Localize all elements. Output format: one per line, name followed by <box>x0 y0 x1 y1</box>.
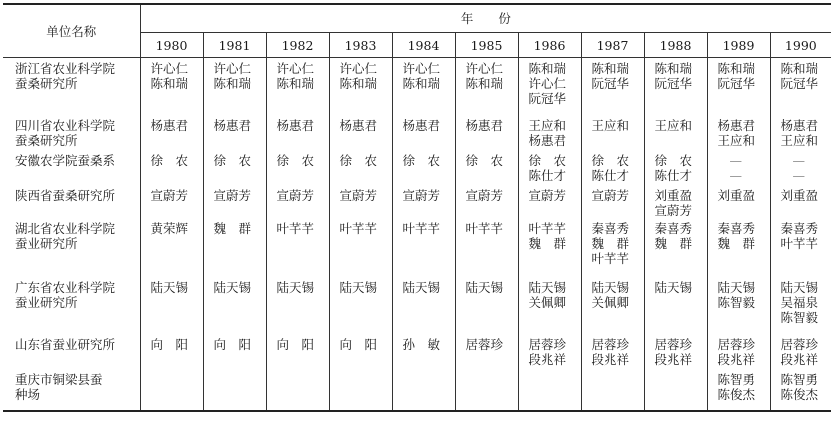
director-name: 陈俊杰 <box>717 386 756 402</box>
director-cell <box>203 58 266 115</box>
director-name: 许心仁 <box>339 61 378 76</box>
unit-name-line: 四川省农业科学院 <box>15 117 116 133</box>
director-name: 杨惠君 <box>213 117 252 133</box>
director-name: 陈仕才 <box>528 167 567 183</box>
year-cell: 1980 <box>140 33 203 58</box>
director-cell <box>266 334 329 369</box>
director-name: 孙 敏 <box>402 336 441 352</box>
director-name: 许心仁 <box>150 61 189 76</box>
director-cell <box>140 277 203 334</box>
director-name: 魏 群 <box>654 235 693 251</box>
unit-name-cell <box>3 115 140 150</box>
director-name: 徐 农 <box>150 152 189 168</box>
unit-name-line: 蚕桑研究所 <box>15 132 78 148</box>
director-name: 陈智勇 <box>717 371 756 387</box>
director-cell <box>581 185 644 218</box>
director-name: 秦喜秀 <box>780 220 819 236</box>
unit-name-cell <box>3 334 140 369</box>
director-name: 段兆祥 <box>654 351 693 367</box>
director-cell <box>329 218 392 277</box>
year-cell: 1981 <box>203 33 266 58</box>
unit-name-line: 蚕桑研究所 <box>15 76 78 91</box>
director-cell <box>707 218 770 277</box>
director-cell <box>707 150 770 185</box>
director-name: 段兆祥 <box>717 351 756 367</box>
director-name: 徐 农 <box>654 152 693 168</box>
director-cell <box>581 150 644 185</box>
director-cell <box>644 58 707 115</box>
director-name: 魏 群 <box>591 235 630 251</box>
director-name: 许心仁 <box>528 76 567 91</box>
director-name: 陆天锡 <box>528 279 567 295</box>
director-name: 叶芊芊 <box>465 220 504 236</box>
director-name: 陈和瑞 <box>150 76 189 91</box>
director-cell <box>203 277 266 334</box>
director-cell <box>707 185 770 218</box>
director-cell <box>644 150 707 185</box>
director-name: 王应和 <box>654 117 693 133</box>
director-cell <box>518 277 581 334</box>
table-row <box>3 115 831 150</box>
director-name: 陈智毅 <box>717 294 756 310</box>
year-cell: 1985 <box>455 33 518 58</box>
director-name: 居蓉珍 <box>654 336 693 352</box>
director-cell <box>266 150 329 185</box>
director-name: 陈俊杰 <box>780 386 819 402</box>
table-row <box>3 185 831 218</box>
director-name: 向 阳 <box>276 336 315 352</box>
director-name: 刘重盈 <box>717 187 756 203</box>
director-name: 许心仁 <box>276 61 315 76</box>
director-name: 陈和瑞 <box>402 76 441 91</box>
director-cell <box>266 218 329 277</box>
director-name: 陈和瑞 <box>213 76 252 91</box>
director-cell <box>581 277 644 334</box>
director-name: 宣蔚芳 <box>654 202 693 218</box>
director-name: 居蓉珍 <box>591 336 630 352</box>
director-cell <box>644 115 707 150</box>
unit-name-cell <box>3 58 140 115</box>
director-cell <box>644 334 707 369</box>
director-cell <box>203 185 266 218</box>
year-header: 年 份 <box>140 4 831 33</box>
unit-name-line: 重庆市铜梁县蚕 <box>15 371 103 387</box>
director-name: 陈仕才 <box>591 167 630 183</box>
director-cell <box>518 185 581 218</box>
director-cell <box>329 369 392 411</box>
director-cell <box>266 58 329 115</box>
director-name: 杨惠君 <box>528 132 567 148</box>
unit-name-line: 蚕业研究所 <box>15 235 78 251</box>
director-name: 陈智毅 <box>780 309 819 325</box>
director-cell <box>770 115 831 150</box>
director-name: 居蓉珍 <box>528 336 567 352</box>
director-cell <box>770 58 831 115</box>
director-cell <box>518 58 581 115</box>
director-cell <box>203 218 266 277</box>
director-name: 宣蔚芳 <box>591 187 630 203</box>
director-cell <box>392 58 455 115</box>
director-name: 陆天锡 <box>654 279 693 295</box>
director-name: 关佩卿 <box>528 294 567 310</box>
unit-name-cell <box>3 185 140 218</box>
table-row <box>3 58 831 115</box>
director-name: 陆天锡 <box>591 279 630 295</box>
director-cell <box>518 150 581 185</box>
table-body <box>3 58 831 411</box>
director-name: 宣蔚芳 <box>213 187 252 203</box>
director-name: 叶芊芊 <box>780 235 819 251</box>
director-cell <box>329 334 392 369</box>
director-name: 秦喜秀 <box>654 220 693 236</box>
year-cell: 1984 <box>392 33 455 58</box>
director-cell <box>770 334 831 369</box>
director-name: 王应和 <box>528 117 567 133</box>
director-name: 向 阳 <box>213 336 252 352</box>
table-row <box>3 334 831 369</box>
director-name: 杨惠君 <box>276 117 315 133</box>
director-name: 刘重盈 <box>654 187 693 203</box>
director-name: 陆天锡 <box>780 279 819 295</box>
director-cell <box>266 185 329 218</box>
director-cell <box>329 58 392 115</box>
director-name: — <box>792 152 805 168</box>
director-name: 阮冠华 <box>591 76 630 91</box>
director-cell <box>518 334 581 369</box>
director-name: 许心仁 <box>402 61 441 76</box>
director-name: 叶芊芊 <box>528 220 567 236</box>
director-cell <box>644 277 707 334</box>
director-cell <box>644 369 707 411</box>
director-name: 魏 群 <box>717 235 756 251</box>
director-name: 居蓉珍 <box>465 336 504 352</box>
director-cell <box>266 369 329 411</box>
year-cell: 1986 <box>518 33 581 58</box>
director-name: 陈和瑞 <box>654 61 693 76</box>
unit-name-header: 单位名称 <box>3 4 140 58</box>
table-row <box>3 369 831 411</box>
director-cell <box>770 185 831 218</box>
table-row <box>3 218 831 277</box>
director-name: 宣蔚芳 <box>276 187 315 203</box>
director-cell <box>329 277 392 334</box>
director-cell <box>770 277 831 334</box>
personnel-table <box>3 3 831 412</box>
director-name: 向 阳 <box>339 336 378 352</box>
director-cell <box>770 369 831 411</box>
director-cell <box>140 150 203 185</box>
director-name: 秦喜秀 <box>717 220 756 236</box>
director-cell <box>392 115 455 150</box>
year-cell: 1988 <box>644 33 707 58</box>
director-name: 陈仕才 <box>654 167 693 183</box>
director-name: 居蓉珍 <box>717 336 756 352</box>
director-name: 宣蔚芳 <box>339 187 378 203</box>
director-name: 陈和瑞 <box>465 76 504 91</box>
director-name: 徐 农 <box>528 152 567 168</box>
year-cell: 1987 <box>581 33 644 58</box>
table-row <box>3 150 831 185</box>
director-cell <box>455 334 518 369</box>
director-cell <box>455 58 518 115</box>
director-cell <box>392 369 455 411</box>
director-name: 居蓉珍 <box>780 336 819 352</box>
director-cell <box>392 150 455 185</box>
director-name: 吴福泉 <box>780 294 819 310</box>
director-name: 宣蔚芳 <box>150 187 189 203</box>
director-cell <box>329 185 392 218</box>
director-cell <box>140 218 203 277</box>
director-cell <box>455 277 518 334</box>
director-name: 陆天锡 <box>717 279 756 295</box>
director-name: — <box>792 167 805 183</box>
director-name: 杨惠君 <box>402 117 441 133</box>
director-name: 段兆祥 <box>780 351 819 367</box>
director-cell <box>392 334 455 369</box>
director-name: 陈和瑞 <box>717 61 756 76</box>
director-name: 杨惠君 <box>780 117 819 133</box>
unit-name-line: 蚕业研究所 <box>15 294 78 310</box>
director-name: 徐 农 <box>591 152 630 168</box>
unit-name-line: 安徽农学院蚕桑系 <box>15 152 116 168</box>
director-cell <box>455 218 518 277</box>
director-cell <box>455 150 518 185</box>
unit-name-line: 浙江省农业科学院 <box>15 61 116 76</box>
director-name: 陆天锡 <box>213 279 252 295</box>
director-name: 陆天锡 <box>150 279 189 295</box>
unit-name-line: 种场 <box>15 386 41 402</box>
year-cell: 1983 <box>329 33 392 58</box>
director-name: 刘重盈 <box>780 187 819 203</box>
director-cell <box>581 115 644 150</box>
director-name: 阮冠华 <box>528 91 567 106</box>
year-cell: 1990 <box>770 33 831 58</box>
director-cell <box>581 369 644 411</box>
director-name: 阮冠华 <box>654 76 693 91</box>
director-cell <box>455 185 518 218</box>
director-name: 陈和瑞 <box>780 61 819 76</box>
director-name: 杨惠君 <box>717 117 756 133</box>
director-name: 叶芊芊 <box>276 220 315 236</box>
director-cell <box>644 218 707 277</box>
director-cell <box>707 277 770 334</box>
director-cell <box>203 369 266 411</box>
director-name: 徐 农 <box>276 152 315 168</box>
director-name: — <box>729 167 742 183</box>
director-name: 段兆祥 <box>591 351 630 367</box>
director-cell <box>203 334 266 369</box>
director-cell <box>707 58 770 115</box>
director-name: 陈和瑞 <box>276 76 315 91</box>
director-name: 秦喜秀 <box>591 220 630 236</box>
director-name: 陆天锡 <box>276 279 315 295</box>
director-cell <box>392 218 455 277</box>
director-cell <box>329 150 392 185</box>
director-cell <box>329 115 392 150</box>
director-name: 魏 群 <box>528 235 567 251</box>
director-cell <box>770 218 831 277</box>
director-name: — <box>729 152 742 168</box>
unit-name-cell <box>3 218 140 277</box>
table-header <box>3 4 831 58</box>
director-cell <box>455 369 518 411</box>
director-cell <box>707 334 770 369</box>
director-name: 陈和瑞 <box>339 76 378 91</box>
director-cell <box>392 277 455 334</box>
director-cell <box>518 115 581 150</box>
director-name: 黄荣辉 <box>150 220 189 236</box>
director-cell <box>140 115 203 150</box>
director-cell <box>581 334 644 369</box>
unit-name-line: 广东省农业科学院 <box>15 279 116 295</box>
unit-name-line: 湖北省农业科学院 <box>15 220 116 236</box>
director-name: 陆天锡 <box>465 279 504 295</box>
table-row <box>3 277 831 334</box>
director-name: 杨惠君 <box>339 117 378 133</box>
director-name: 许心仁 <box>213 61 252 76</box>
director-cell <box>581 218 644 277</box>
director-cell <box>518 218 581 277</box>
director-name: 徐 农 <box>213 152 252 168</box>
director-name: 许心仁 <box>465 61 504 76</box>
unit-name-line: 山东省蚕业研究所 <box>15 336 116 352</box>
unit-name-line: 陕西省蚕桑研究所 <box>15 187 116 203</box>
director-name: 徐 农 <box>339 152 378 168</box>
director-cell <box>518 369 581 411</box>
director-name: 宣蔚芳 <box>402 187 441 203</box>
director-cell <box>644 185 707 218</box>
unit-name-cell <box>3 277 140 334</box>
director-cell <box>707 115 770 150</box>
director-name: 阮冠华 <box>780 76 819 91</box>
director-name: 叶芊芊 <box>339 220 378 236</box>
unit-name-cell <box>3 369 140 411</box>
director-cell <box>203 150 266 185</box>
director-name: 陆天锡 <box>339 279 378 295</box>
director-cell <box>140 185 203 218</box>
director-cell <box>203 115 266 150</box>
director-name: 阮冠华 <box>717 76 756 91</box>
director-cell <box>140 334 203 369</box>
director-name: 段兆祥 <box>528 351 567 367</box>
director-cell <box>455 115 518 150</box>
director-cell <box>266 277 329 334</box>
director-name: 宣蔚芳 <box>465 187 504 203</box>
year-cell: 1989 <box>707 33 770 58</box>
unit-name-cell <box>3 150 140 185</box>
director-name: 宣蔚芳 <box>528 187 567 203</box>
director-name: 陈和瑞 <box>528 61 567 76</box>
director-name: 徐 农 <box>465 152 504 168</box>
director-name: 叶芊芊 <box>402 220 441 236</box>
director-name: 王应和 <box>780 132 819 148</box>
director-name: 杨惠君 <box>150 117 189 133</box>
director-name: 徐 农 <box>402 152 441 168</box>
director-cell <box>581 58 644 115</box>
director-cell <box>266 115 329 150</box>
director-name: 魏 群 <box>213 220 252 236</box>
year-cell: 1982 <box>266 33 329 58</box>
director-name: 陈智勇 <box>780 371 819 387</box>
director-name: 王应和 <box>717 132 756 148</box>
director-name: 杨惠君 <box>465 117 504 133</box>
director-cell <box>140 369 203 411</box>
director-cell <box>140 58 203 115</box>
director-cell <box>707 369 770 411</box>
director-cell <box>392 185 455 218</box>
director-name: 向 阳 <box>150 336 189 352</box>
director-cell <box>770 150 831 185</box>
director-name: 陈和瑞 <box>591 61 630 76</box>
director-name: 王应和 <box>591 117 630 133</box>
director-name: 叶芊芊 <box>591 250 630 266</box>
director-name: 陆天锡 <box>402 279 441 295</box>
director-name: 关佩卿 <box>591 294 630 310</box>
